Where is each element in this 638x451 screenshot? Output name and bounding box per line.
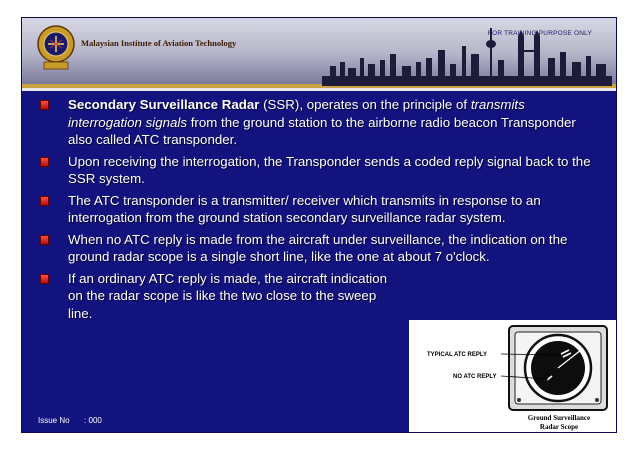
bullet-text: If an ordinary ATC reply is made, the aircraft indication on the radar scope is like the two close to the sweep line. [68,270,388,321]
issue-label: Issue No [38,416,70,425]
bullet-icon [40,196,49,206]
bullet-icon [40,157,49,167]
bullet-text: The ATC transponder is a transmitter/ receiver which transmits in response to an interrogation from the ground station secondary surveillance radar system. [68,192,541,225]
bullet-item [40,153,600,188]
bullet-item [40,96,600,149]
label-typical-reply: TYPICAL ATC REPLY [427,352,488,358]
bullet-icon [40,100,49,110]
bullet-term: Secondary Surveillance Radar [68,97,260,112]
footer-issue [38,416,102,425]
bullet-icon [40,235,49,245]
bullet-text: Upon receiving the interrogation, the Transponder sends a coded reply signal back to the SSR system. [68,153,591,186]
bullet-emphasis: transmits interrogation signals [68,97,525,130]
bullet-list [40,96,600,326]
issue-value: : 000 [84,416,102,425]
label-no-reply: NO ATC REPLY [453,374,497,380]
org-name: Malaysian Institute of Aviation Technology [81,38,237,48]
slide [22,18,616,432]
training-notice: FOR TRAINING PURPOSE ONLY [487,30,592,37]
caption-line1: Ground Surveillance [527,414,591,422]
bullet-text: from the ground station to the airborne radio beacon Transponder also called ATC transponder. [68,114,576,147]
bullet-item [40,231,600,266]
bullet-text: When no ATC reply is made from the aircraft under surveillance, the indication on the ground radar scope is a single short line, like the one at about 7 o'clock. [68,231,568,264]
bullet-item [40,270,600,323]
radar-scope-figure [409,320,616,432]
miat-crest-icon [36,22,76,74]
caption-line2: Radar Scope [539,423,579,431]
header-white-stripe [22,88,616,91]
bullet-icon [40,274,49,284]
bullet-text: (SSR), operates on the principle of [259,97,471,112]
bullet-item [40,192,600,227]
